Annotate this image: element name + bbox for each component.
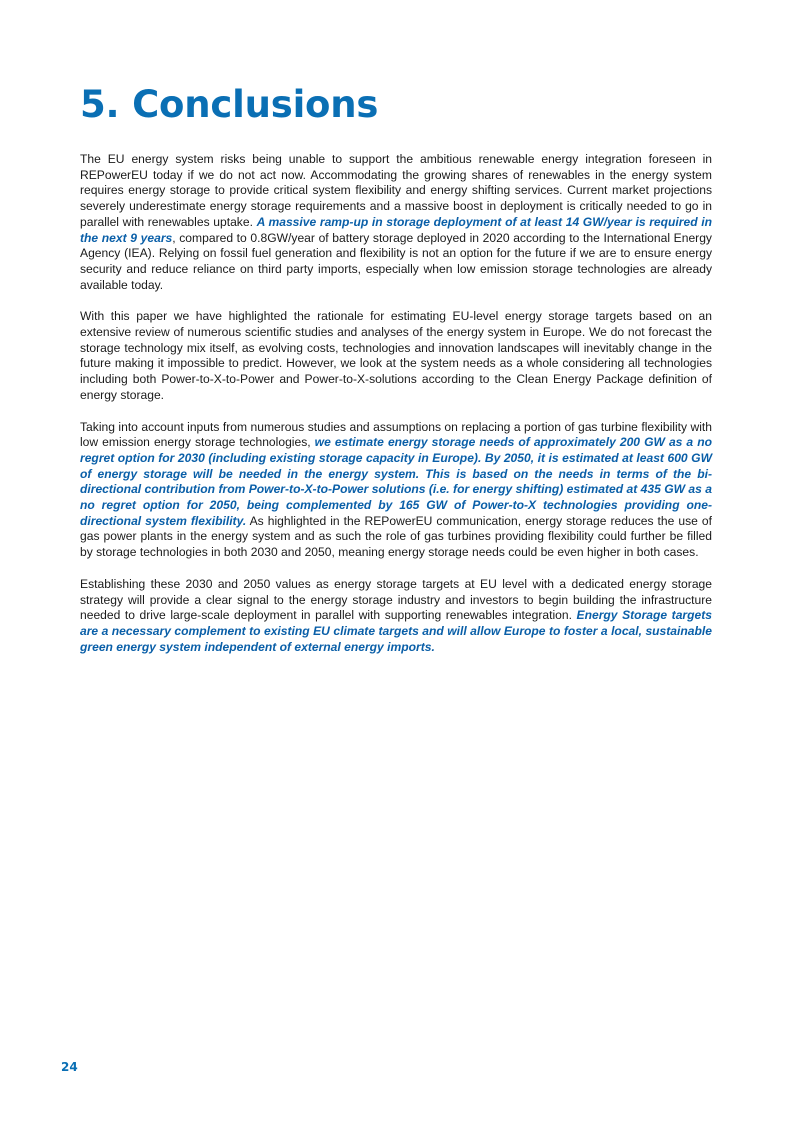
paragraph-text: , compared to 0.8GW/year of battery storage deployed in 2020 according to the International Energy Agency (IEA). Relying on fossil fuel generation and flexibility is not an option for the future if we are to ensure energy security and reduce reliance on third party imports, especially when low emission storage technologies are already available today. xyxy=(80,230,712,292)
paragraph-storage-needs xyxy=(80,152,712,293)
document-page xyxy=(80,80,712,671)
paragraph-estimates xyxy=(80,420,712,561)
paragraph-text: Taking into account inputs from numerous studies and assumptions on replacing a portion of gas turbine flexibility with low emission energy storage technologies, xyxy=(80,419,712,450)
paragraph-text: The EU energy system risks being unable to support the ambitious renewable energy integration foreseen in REPowerEU today if we do not act now. Accommodating the growing shares of renewables in the energy system requires energy storage to provide critical system flexibility and energy shifting services. Current market projections severely underestimate energy storage requirements and a massive boost in deployment is critically needed to go in parallel with renewables uptake. xyxy=(80,152,712,229)
highlight-text: we estimate energy storage needs of approximately 200 GW as a no regret option for 2030 (including existing storage capacity in Europe). By 2050, it is estimated at least 600 GW of energy storage will be needed in the energy system. This is based on the needs in terms of the bi-directional contribution from Power-to-X-to-Power solutions (i.e. for energy shifting) estimated at 435 GW as a no regret option for 2050, being complemented by 165 GW of Power-to-X technologies providing one-directional system flexibility. xyxy=(80,435,712,528)
paragraph-text: With this paper we have highlighted the rationale for estimating EU-level energy storage targets based on an extensive review of numerous scientific studies and analyses of the energy system in Europe. We do not forecast the storage technology mix itself, as evolving costs, technologies and innovation landscapes will inevitably change in the future making it impossible to predict. However, we look at the system needs as a whole considering all technologies including both Power-to-X-to-Power and Power-to-X-solutions according to the Clean Energy Package definition of energy storage. xyxy=(80,309,712,402)
paragraph-text: As highlighted in the REPowerEU communication, energy storage reduces the use of gas power plants in the energy system and as such the role of gas turbines providing flexibility could further be filled by storage technologies in both 2030 and 2050, meaning energy storage needs could be even higher in both cases. xyxy=(80,513,712,560)
highlight-text: Energy Storage targets are a necessary complement to existing EU climate targets and will allow Europe to foster a local, sustainable green energy system independent of external energy imports. xyxy=(80,608,712,654)
paragraph-rationale xyxy=(80,309,712,403)
page-title: 5. Conclusions xyxy=(80,83,379,126)
highlight-text: A massive ramp-up in storage deployment of at least 14 GW/year is required in the next 9 years xyxy=(80,214,712,245)
paragraph-targets xyxy=(80,577,712,656)
paragraph-text: Establishing these 2030 and 2050 values as energy storage targets at EU level with a dedicated energy storage strategy will provide a clear signal to the energy storage industry and investors to begin building the infrastructure needed to drive large-scale deployment in parallel with supporting renewables integration. xyxy=(80,576,712,623)
page-number: 24 xyxy=(61,1060,78,1074)
